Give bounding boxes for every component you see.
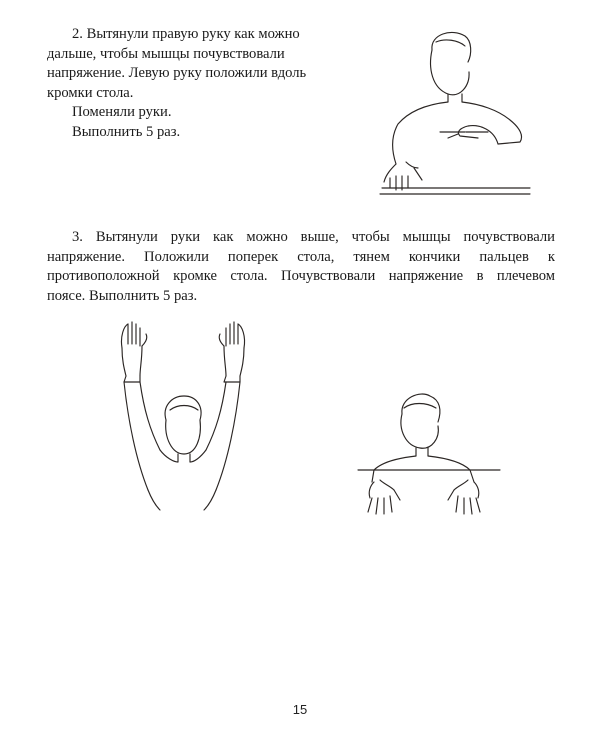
illustration-arm-stretch-across-table xyxy=(370,28,540,203)
exercise-3-line-3: противоположной кромке стола. Почувствовали напряжение в плечевом xyxy=(47,268,555,284)
illustration-arms-raised xyxy=(110,320,260,515)
exercise-3-line-1: 3. Вытянули руки как можно выше, чтобы мышцы почувствовали xyxy=(72,229,555,245)
illustration-hands-on-table xyxy=(350,390,510,530)
page-number: 15 xyxy=(292,702,308,717)
exercise-2-line-6: Выполнить 5 раз. xyxy=(72,123,181,140)
exercise-2-line-1: 2. Вытянули правую руку как можно xyxy=(72,26,300,42)
exercise-2-text xyxy=(47,25,377,142)
exercise-2-line-4: кромки стола. xyxy=(47,84,134,101)
exercise-3-text xyxy=(47,228,555,306)
exercise-2-line-5: Поменяли руки. xyxy=(72,104,172,120)
exercise-3-line-4: поясе. Выполнить 5 раз. xyxy=(47,287,198,304)
exercise-2-line-2: дальше, чтобы мышцы почувствовали xyxy=(47,45,285,62)
exercise-3-line-2: напряжение. Положили поперек стола, тянем кончики пальцев к xyxy=(47,248,555,265)
exercise-2-line-3: напряжение. Левую руку положили вдоль xyxy=(47,65,307,81)
